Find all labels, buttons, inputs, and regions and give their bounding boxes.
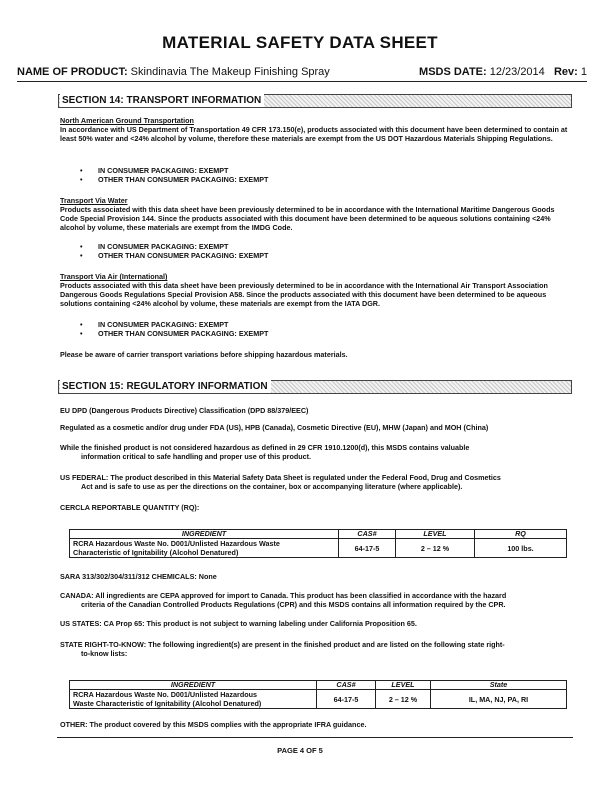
- air-subheading: Transport Via Air (International): [60, 272, 168, 281]
- water-bullets: [80, 242, 268, 260]
- hazard-line-2: information critical to safe handling and proper use of this product.: [81, 452, 312, 461]
- sara-line: SARA 313/302/304/311/312 CHEMICALS: None: [60, 572, 217, 581]
- ingredient-line-2: Characteristic of Ignitability (Alcohol Denatured): [73, 548, 239, 557]
- list-item: • OTHER THAN CONSUMER PACKAGING: EXEMPT: [80, 175, 268, 184]
- ingredient-cell: [70, 690, 317, 709]
- other-line: OTHER: The product covered by this MSDS complies with the appropriate IFRA guidance.: [60, 720, 367, 729]
- ground-bullets: [80, 166, 268, 184]
- msds-date-line: [419, 66, 587, 78]
- page-number: PAGE 4 OF 5: [277, 746, 323, 755]
- ingredient-line-2: Waste Characteristic of Ignitability (Alcohol Denatured): [73, 699, 262, 708]
- rev-label: Rev:: [553, 66, 578, 78]
- list-item: • IN CONSUMER PACKAGING: EXEMPT: [80, 166, 268, 175]
- product-name: Skindinavia The Makeup Finishing Spray: [130, 66, 330, 78]
- water-text: Products associated with this data sheet have been previously determined to be in accordance with the International Maritime Dangerous Goods Code Special Provision 144. Since the products associated with this document have been determined to be aqueous solutions containing <24% alcohol by volume, these materials are exempt from the IMDG Code.: [60, 205, 555, 232]
- rev-value: 1: [580, 66, 587, 78]
- ground-transport-block: [60, 116, 572, 143]
- column-header: CAS#: [317, 681, 376, 690]
- section-15-heading: [58, 380, 572, 394]
- section-15-title: SECTION 15: REGULATORY INFORMATION: [60, 380, 271, 393]
- air-text: Products associated with this data sheet have been previously determined to be in accordance with the International Air Transport Association Dangerous Goods Regulations Special Provision A58. Since the products associated with this document have been determined to be aqueous solutions containing <24% alcohol by volume, these materials are exempt from the IATA DGR.: [60, 281, 548, 308]
- us-federal-paragraph: [60, 473, 575, 491]
- table-row: [70, 539, 567, 558]
- section-14-title: SECTION 14: TRANSPORT INFORMATION: [60, 94, 264, 107]
- document-header: [17, 66, 587, 80]
- state-rtk-table: [69, 680, 567, 709]
- rq-cell: 100 lbs.: [475, 539, 567, 558]
- ground-text: In accordance with US Department of Transportation 49 CFR 173.150(e), products associated with this document have been determined to contain at least 50% water and <24% alcohol by volume, therefore these materials are exempt from the US DOT Hazardous Materials Shipping Regulations.: [60, 125, 568, 143]
- column-header: INGREDIENT: [70, 681, 317, 690]
- table-header-row: [70, 681, 567, 690]
- canada-paragraph: [60, 591, 575, 609]
- water-subheading: Transport Via Water: [60, 196, 128, 205]
- state-cell: IL, MA, NJ, PA, RI: [431, 690, 567, 709]
- table-row: [70, 690, 567, 709]
- document-title: MATERIAL SAFETY DATA SHEET: [162, 33, 438, 52]
- cas-cell: 64-17-5: [317, 690, 376, 709]
- federal-line-2: Act and is safe to use as per the directions on the container, box or accompanying literature (where applicable).: [81, 482, 463, 491]
- level-cell: 2 – 12 %: [376, 690, 431, 709]
- regulated-line: Regulated as a cosmetic and/or drug under FDA (US), HPB (Canada), Cosmetic Directive (EU), MHW (Japan) and MOH (China): [60, 423, 489, 432]
- rtk-line-1: STATE RIGHT-TO-KNOW: The following ingredient(s) are present in the finished product and are listed on the following state right-: [60, 640, 505, 649]
- footer-rule: [57, 737, 573, 738]
- section-14-heading: [58, 94, 572, 108]
- list-item: • IN CONSUMER PACKAGING: EXEMPT: [80, 320, 268, 329]
- air-bullets: [80, 320, 268, 338]
- rtk-line-2: to-know lists:: [81, 649, 128, 658]
- product-name-line: [17, 66, 330, 78]
- cercla-table: [69, 529, 567, 558]
- product-label: NAME OF PRODUCT:: [17, 66, 128, 78]
- water-transport-block: [60, 196, 572, 232]
- level-cell: 2 – 12 %: [396, 539, 475, 558]
- eu-dpd-line: EU DPD (Dangerous Products Directive) Classification (DPD 88/379/EEC): [60, 406, 309, 415]
- list-item: • IN CONSUMER PACKAGING: EXEMPT: [80, 242, 268, 251]
- column-header: INGREDIENT: [70, 530, 339, 539]
- canada-line-1: CANADA: All ingredients are CEPA approved for import to Canada. This product has been classified in accordance with the hazard: [60, 591, 507, 600]
- list-item: • OTHER THAN CONSUMER PACKAGING: EXEMPT: [80, 251, 268, 260]
- column-header: State: [431, 681, 567, 690]
- column-header: LEVEL: [376, 681, 431, 690]
- list-item: • OTHER THAN CONSUMER PACKAGING: EXEMPT: [80, 329, 268, 338]
- us-states-line: US STATES: CA Prop 65: This product is not subject to warning labeling under California Proposition 65.: [60, 619, 417, 628]
- header-rule: [17, 81, 587, 82]
- table-header-row: [70, 530, 567, 539]
- column-header: LEVEL: [396, 530, 475, 539]
- column-header: CAS#: [339, 530, 396, 539]
- date-value: 12/23/2014: [489, 66, 545, 78]
- ground-subheading: North American Ground Transportation: [60, 116, 194, 125]
- ingredient-line-1: RCRA Hazardous Waste No. D001/Unlisted Hazardous: [73, 690, 257, 699]
- column-header: RQ: [475, 530, 567, 539]
- ingredient-line-1: RCRA Hazardous Waste No. D001/Unlisted Hazardous Waste: [73, 539, 280, 548]
- cas-cell: 64-17-5: [339, 539, 396, 558]
- state-rtk-paragraph: [60, 640, 575, 658]
- cercla-line: CERCLA REPORTABLE QUANTITY (RQ):: [60, 503, 200, 512]
- federal-line-1: US FEDERAL: The product described in this Material Safety Data Sheet is regulated under the Federal Food, Drug and Cosmetics: [60, 473, 501, 482]
- ingredient-cell: [70, 539, 339, 558]
- hazard-line-1: While the finished product is not considered hazardous as defined in 29 CFR 1910.1200(d), this MSDS contains valuable: [60, 443, 470, 452]
- canada-line-2: criteria of the Canadian Controlled Products Regulations (CPR) and this MSDS contains all information required by the CPR.: [81, 600, 506, 609]
- air-transport-block: [60, 272, 572, 308]
- date-label: MSDS DATE:: [419, 66, 487, 78]
- carrier-note: Please be aware of carrier transport variations before shipping hazardous materials.: [60, 350, 348, 359]
- hazard-paragraph: [60, 443, 575, 461]
